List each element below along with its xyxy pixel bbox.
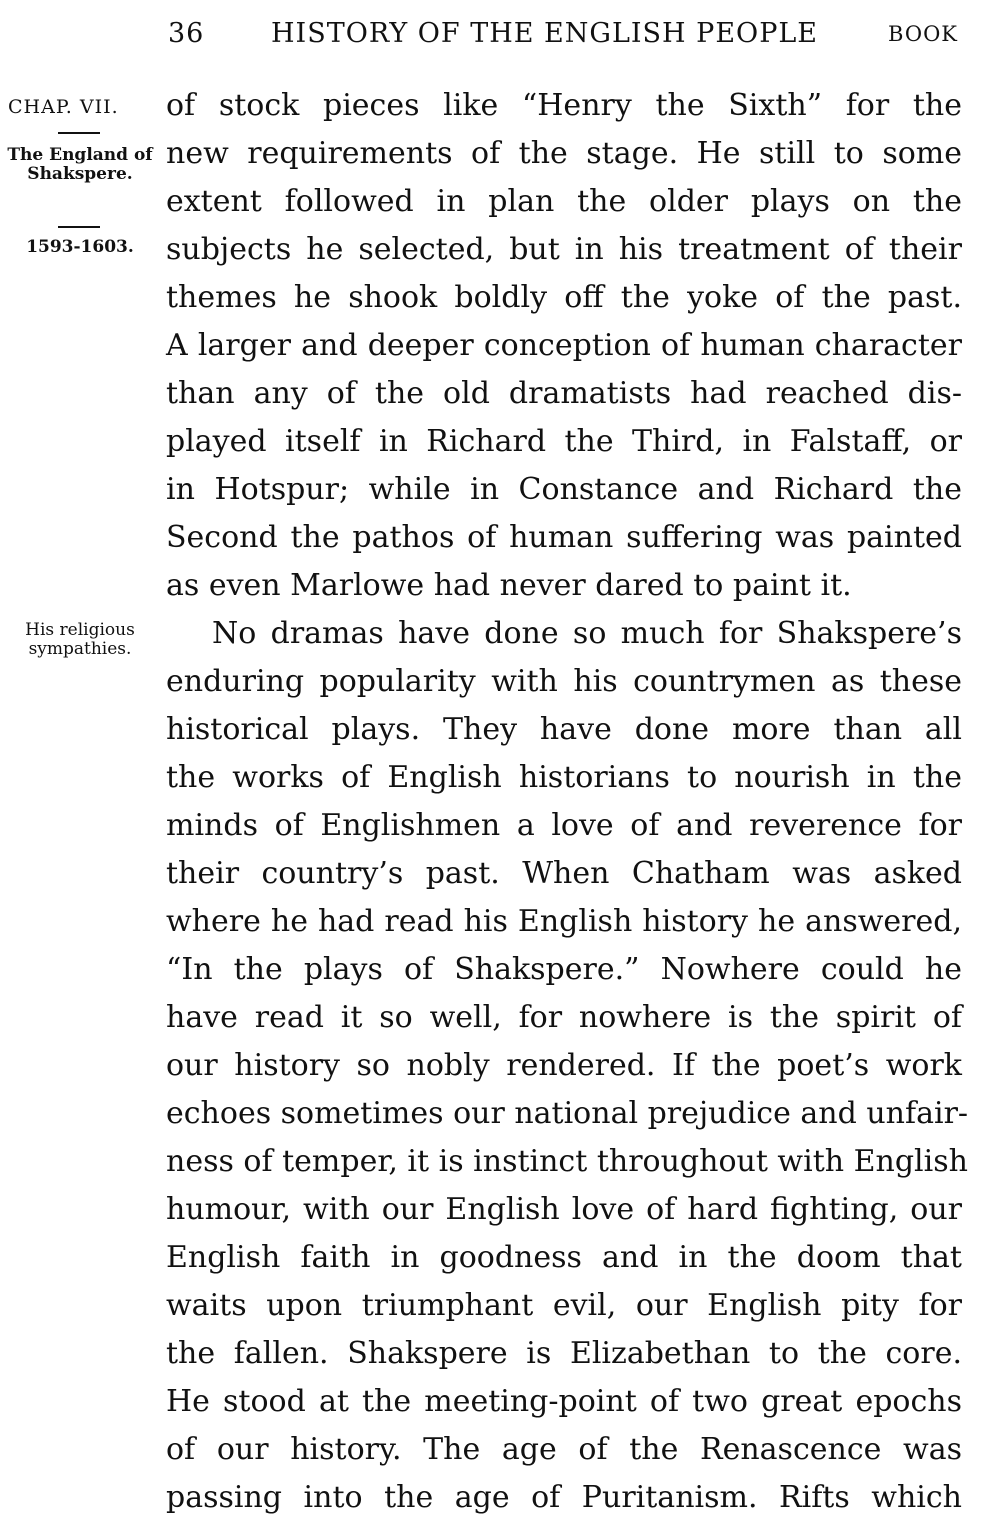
text-line: played itself in Richard the Third, in Falstaff, or — [166, 424, 962, 459]
text-line: have read it so well, for nowhere is the spirit of — [166, 1000, 962, 1035]
text-line: “In the plays of Shakspere.” Nowhere could he — [166, 952, 962, 987]
text-line: subjects he selected, but in his treatment of their — [166, 232, 962, 267]
text-line: minds of Englishmen a love of and reverence for — [166, 808, 962, 843]
text-line: echoes sometimes our national prejudice and unfair- — [166, 1096, 969, 1131]
chapter-label: CHAP. VII. — [8, 96, 119, 118]
body-text — [166, 82, 969, 1522]
text-line: passing into the age of Puritanism. Rifts which — [166, 1480, 962, 1515]
text-line: ness of temper, it is instinct throughout with English — [166, 1144, 968, 1179]
side-note: His religious sympathies. — [25, 620, 135, 659]
text-line: historical plays. They have done more than all — [166, 712, 962, 747]
text-line: where he had read his English history he answered, — [166, 904, 962, 939]
text-line: their country’s past. When Chatham was asked — [166, 856, 962, 891]
running-title: HISTORY OF THE ENGLISH PEOPLE — [271, 18, 818, 49]
text-line: extent followed in plan the older plays on the — [166, 184, 962, 219]
text-line: English faith in goodness and in the doom that — [166, 1240, 962, 1275]
date-range: 1593-1603. — [26, 237, 134, 257]
margin-rule — [58, 132, 100, 134]
text-line: Second the pathos of human suffering was painted — [166, 520, 962, 555]
text-line: as even Marlowe had never dared to paint it. — [166, 568, 852, 603]
text-line: enduring popularity with his countrymen as these — [166, 664, 962, 699]
page-number: 36 — [168, 18, 205, 49]
book-label: BOOK — [888, 22, 958, 46]
text-line: the works of English historians to nourish in the — [166, 760, 962, 795]
text-line: than any of the old dramatists had reached dis- — [166, 376, 962, 411]
text-line: themes he shook boldly off the yoke of the past. — [166, 280, 962, 315]
text-line: He stood at the meeting-point of two great epochs — [166, 1384, 962, 1419]
text-line: of stock pieces like “Henry the Sixth” for the — [166, 88, 962, 123]
text-line: our history so nobly rendered. If the poet’s work — [166, 1048, 962, 1083]
text-line: A larger and deeper conception of human character — [166, 328, 962, 363]
text-line: new requirements of the stage. He still to some — [166, 136, 962, 171]
text-line: of our history. The age of the Renascence was — [166, 1432, 962, 1467]
text-line: No dramas have done so much for Shakspere’s — [212, 616, 962, 651]
section-title: The England of Shakspere. — [7, 145, 153, 184]
running-header — [168, 18, 962, 58]
margin-rule — [58, 226, 100, 228]
text-line: humour, with our English love of hard fighting, our — [166, 1192, 962, 1227]
text-line: waits upon triumphant evil, our English pity for — [166, 1288, 962, 1323]
text-line: the fallen. Shakspere is Elizabethan to the core. — [166, 1336, 962, 1371]
text-line: in Hotspur; while in Constance and Richard the — [166, 472, 962, 507]
